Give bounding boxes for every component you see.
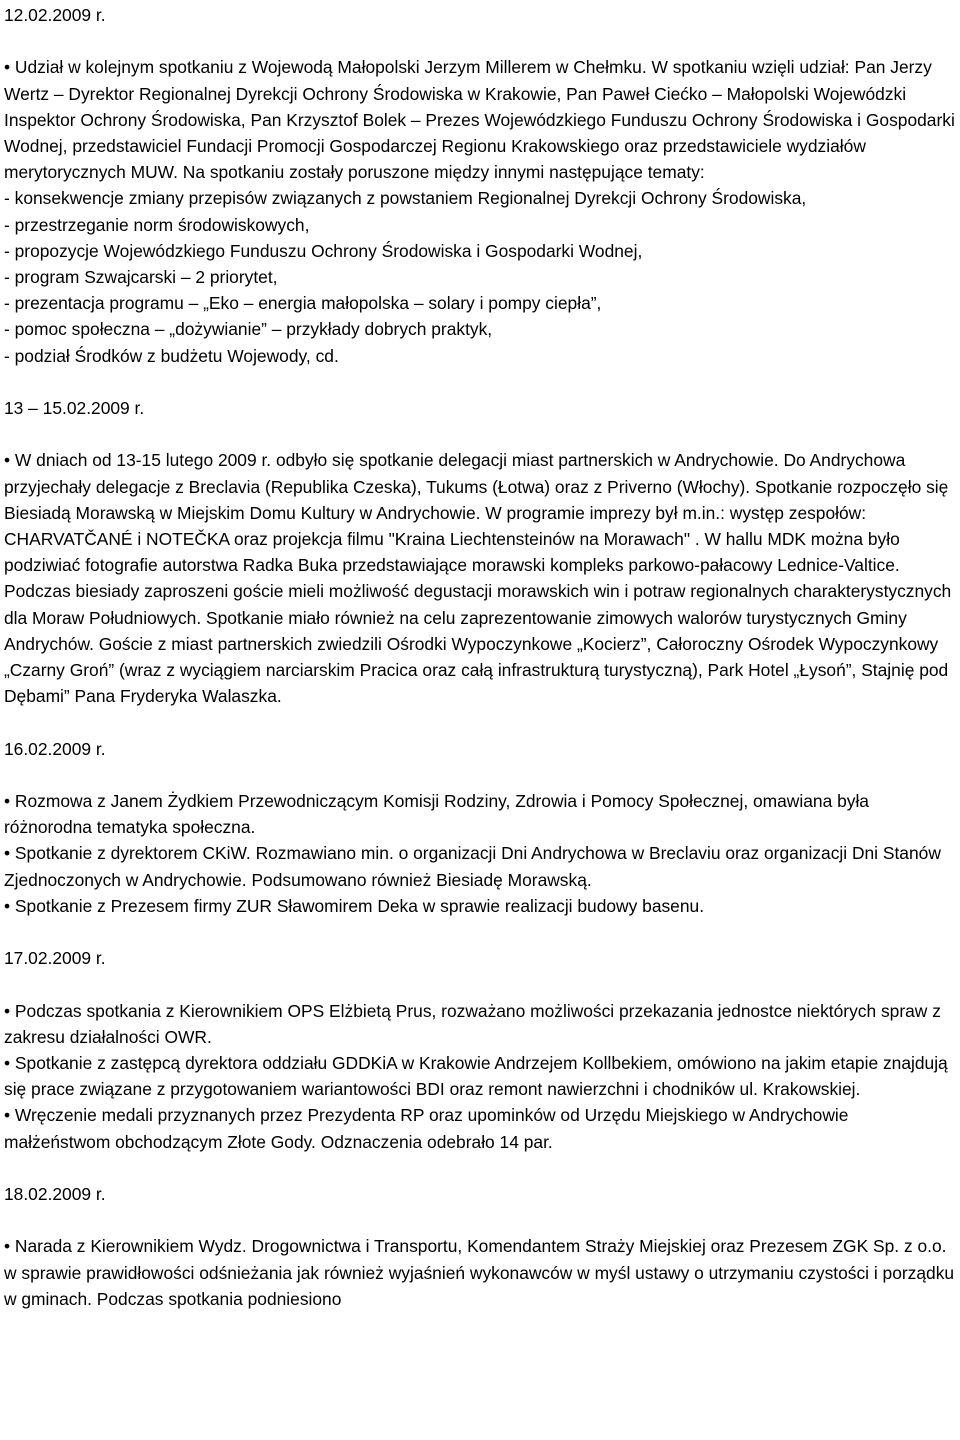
section-12-02 (4, 2, 958, 395)
paragraph: • Spotkanie z dyrektorem CKiW. Rozmawiano min. o organizacji Dni Andrychowa w Breclaviu oraz organizacji Dni Stanów Zjednoczonych w Andrychowie. Podsumowano również Biesiadę Morawską. (4, 843, 941, 890)
paragraph: • Wręczenie medali przyznanych przez Prezydenta RP oraz upominków od Urzędu Miejskiego w Andrychowie małżeństwom obchodzącym Złote Gody. Odznaczenia odebrało 14 par. (4, 1105, 849, 1152)
spacer (4, 28, 958, 54)
paragraph: • Rozmowa z Janem Żydkiem Przewodniczącym Komisji Rodziny, Zdrowia i Pomocy Społecznej, omawiana była różnorodna tematyka społeczna. (4, 791, 869, 838)
paragraph: • Spotkanie z Prezesem firmy ZUR Sławomirem Deka w sprawie realizacji budowy basenu. (4, 895, 705, 916)
list-item: - propozycje Wojewódzkiego Funduszu Ochrony Środowiska i Gospodarki Wodnej, (4, 240, 643, 261)
list-item: - konsekwencje zmiany przepisów związanych z powstaniem Regionalnej Dyrekcji Ochrony Środowiska, (4, 188, 807, 209)
spacer (4, 1207, 958, 1233)
spacer (4, 971, 958, 997)
paragraph: • Udział w kolejnym spotkaniu z Wojewodą Małopolski Jerzym Millerem w Chełmku. W spotkaniu wzięli udział: Pan Jerzy Wertz – Dyrektor Regionalnej Dyrekcji Ochrony Środowiska w Krakowie, Pan Paweł Ciećko – Małopolski Wojewódzki Inspektor Ochrony Środowiska, Pan Krzysztof Bolek – Prezes Wojewódzkiego Funduszu Ochrony Środowiska i Gospodarki Wodnej, przedstawiciel Fundacji Promocji Gospodarczej Regionu Krakowskiego oraz przedstawiciele wydziałów merytorycznych MUW. Na spotkaniu zostały poruszone między innymi następujące tematy: (4, 57, 955, 183)
spacer (4, 709, 958, 735)
spacer (4, 369, 958, 395)
list-item: - pomoc społeczna – „dożywianie” – przykłady dobrych praktyk, (4, 319, 493, 340)
document-page (4, 2, 958, 1312)
list-item: - program Szwajcarski – 2 priorytet, (4, 267, 278, 288)
spacer (4, 762, 958, 788)
paragraph: • Spotkanie z zastępcą dyrektora oddziału GDDKiA w Krakowie Andrzejem Kollbekiem, omówiono na jakim etapie znajdują się prace związane z przygotowaniem wariantowości BDI oraz remont nawierzchni i chodników ul. Krakowskiej. (4, 1053, 948, 1100)
paragraph: • W dniach od 13-15 lutego 2009 r. odbyło się spotkanie delegacji miast partnerskich w Andrychowie. Do Andrychowa przyjechały delegacje z Breclavia (Republika Czeska), Tukums (Łotwa) oraz z Priverno (Włochy). Spotkanie rozpoczęło się Biesiadą Morawską w Miejskim Domu Kultury w Andrychowie. W programie imprezy był m.in.: występ zespołów: CHARVATČANÉ i NOTEČKA oraz projekcja filmu "Kraina Liechtensteinów na Morawach" . W hallu MDK można było podziwiać fotografie autorstwa Radka Buka przedstawiające morawski kompleks parkowo-pałacowy Lednice-Valtice. Podczas biesiady zaproszeni goście mieli możliwość degustacji morawskich win i potraw regionalnych charakterystycznych dla Moraw Południowych. Spotkanie miało również na celu zaprezentowanie zimowych walorów turystycznych Gminy Andrychów. Goście z miast partnerskich zwiedzili Ośrodki Wypoczynkowe „Kocierz”, Całoroczny Ośrodek Wypoczynkowy „Czarny Groń” (wraz z wyciągiem narciarskim Pracica oraz całą infrastrukturą turystyczną), Park Hotel „Łysoń”, Stajnię pod Dębami” Pana Fryderyka Walaszka. (4, 450, 952, 707)
spacer (4, 421, 958, 447)
section-date: 18.02.2009 r. (4, 1184, 106, 1205)
paragraph: • Podczas spotkania z Kierownikiem OPS Elżbietą Prus, rozważano możliwości przekazania jednostce niektórych spraw z zakresu działalności OWR. (4, 1000, 941, 1047)
list-item: - podział Środków z budżetu Wojewody, cd. (4, 345, 339, 366)
spacer (4, 1155, 958, 1181)
section-date: 13 – 15.02.2009 r. (4, 398, 145, 419)
section-date: 16.02.2009 r. (4, 738, 106, 759)
spacer (4, 919, 958, 945)
section-17-02 (4, 945, 958, 1181)
section-18-02 (4, 1181, 958, 1312)
paragraph: • Narada z Kierownikiem Wydz. Drogownictwa i Transportu, Komendantem Straży Miejskiej oraz Prezesem ZGK Sp. z o.o. w sprawie prawidłowości odśnieżania jak również wyjaśnień wykonawców w myśl ustawy o utrzymaniu czystości i porządku w gminach. Podczas spotkania podniesiono (4, 1236, 955, 1309)
list-item: - prezentacja programu – „Eko – energia małopolska – solary i pompy ciepła”, (4, 293, 602, 314)
section-16-02 (4, 736, 958, 946)
section-13-15-02 (4, 395, 958, 736)
list-item: - przestrzeganie norm środowiskowych, (4, 214, 310, 235)
section-date: 17.02.2009 r. (4, 948, 106, 969)
section-date: 12.02.2009 r. (4, 5, 106, 25)
